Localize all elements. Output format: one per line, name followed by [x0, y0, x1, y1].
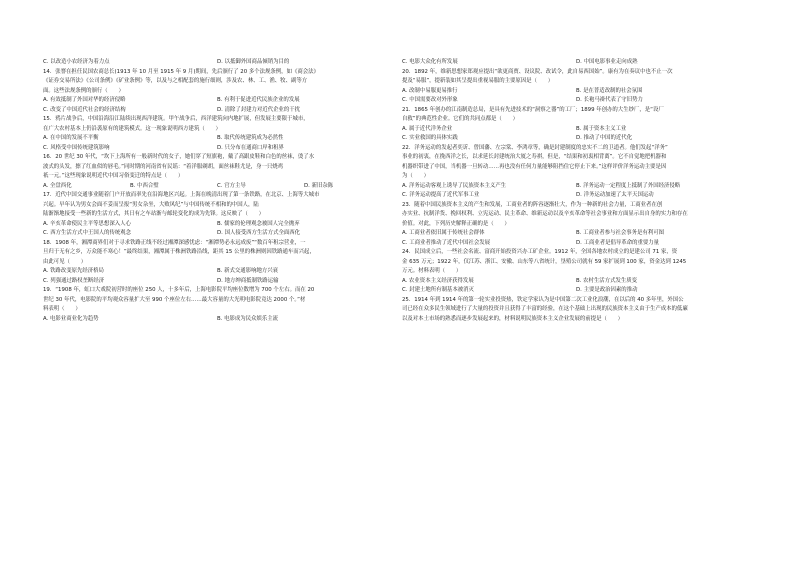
option-b: D. 工商业者是倡导革命的重要力量 [576, 239, 660, 246]
option-row [43, 96, 391, 106]
option-row [402, 239, 750, 249]
text-line: 金 635 万元；1922 年，仅江苏、浙江、安徽、山东等八省统计，垦殖公司就有 59 家扩展到 100 家，资金达到 1245 [402, 258, 687, 265]
text-line: 24．民国成立后，一些社会名流、富商开始投资兴办工矿企业。1912 年，全国各地农村成立的是建公司 71 家，资 [402, 249, 678, 255]
option-row [43, 315, 391, 325]
option-row [43, 277, 391, 287]
option-a: A. 改制中易服更易推行 [402, 87, 458, 94]
option-row [43, 220, 391, 230]
option-b: D. 国人接受西方生活方式全面西化 [217, 230, 301, 236]
option-b: D. 推动了中国的近代化 [576, 135, 633, 141]
option-b: B. 电影成为民众娱乐主流 [217, 315, 279, 322]
option-row [402, 182, 750, 192]
option-a: C. 洋务运动提高了近代军事工业 [402, 192, 480, 198]
left-column [43, 58, 391, 324]
text-line: 19．“1908 年，虹口大戏院初营时的座位 250 人，十多年后，上海电影院平均座位数增为 700 个左右。而在 20 [43, 287, 315, 293]
option-row [402, 277, 750, 287]
text-line: 以及对本土市场的熟悉而逐步发展起来的，材料说明民族资本主义企业发展的前提是（ ） [402, 315, 624, 322]
option-b: B. 洋务运动一定程度上抵制了外国经济侵略 [576, 182, 681, 189]
option-row [43, 134, 391, 144]
text-line: 办实业、抗制洋货、挽回权利、立宪运动、民主革命、维新运动以及辛亥革命等社会事业和方面显示出自身的实力和存在 [402, 211, 688, 217]
option-b: B. 工商业者参与社会事务是有利可图 [576, 230, 664, 236]
option-a: A. 有效抵制了外国对华的经济侵略 [43, 97, 126, 103]
option-a: A. 铁路改变原先经济格局 [43, 268, 104, 274]
option-row [402, 229, 750, 239]
option-b: B. 是在普适改制的社会氛围 [576, 87, 643, 94]
text-line: 兴起。早年认为男女会面不妥而呈报“男女杂坐，大败风纪”与中国传统不相和的中国人，陆 [43, 201, 259, 208]
option-row [43, 229, 391, 239]
text-line: 14．张謇在担任民国农商总长(1913 年 10 月至 1915 年 9 月)期间，先后颁行了 20 多个法规条例，如《商会法》 [43, 68, 319, 75]
text-line: 18．1908 年，湘潭商界们对于寻求铁路正线不经过湘潭深感忧虑：“湘潭势必永远成废”“数百年租宗营业，一 [43, 239, 306, 246]
text-line: 由此可见（ ） [43, 258, 87, 265]
option-b: D. 地方绅商抵制铁路运输 [217, 277, 279, 284]
right-column [402, 58, 750, 324]
option-a: C. 列强通过路权垄断经济 [43, 277, 105, 284]
option-b: D. 洋务运动加速了太平天国运动 [576, 192, 654, 198]
option-a: C. 中国需要改对外形象 [402, 97, 458, 103]
option-b: B. 属于资本主义工业 [576, 125, 627, 132]
text-line: 万元。材料表明（ ） [402, 268, 462, 274]
text-line: 20．1892 年，维新思想家郑观应提出“欲更商贾、设议院、改试令，此自易西国始”。康有为在奏议中也不止一次 [402, 68, 673, 75]
text-line: 为（ ） [402, 173, 429, 179]
option-b: D. 长袍马褂代表了守旧势力 [576, 97, 643, 103]
text-line: 事业的初衷，在挽西洋之长，以求延长封建统治大厦之寿祺，但是，“结果和初衷相背离”。它不自觉地把机器和 [402, 154, 667, 160]
option-a: A. 属于近代洋务企业 [402, 125, 453, 132]
option-row [402, 191, 750, 201]
option-a: A. 电影业商业化为趋势 [43, 315, 99, 322]
text-line: 波式的头发，擦了红血似的唇毛。”同时期的河南省有民谣：“着洋服剃胡，面丝袜鞋尤是，身一只烧鸡 [43, 163, 284, 170]
text-line: 22．洋务运动的发起者奕䜣、曾国藩、左宗棠、李鸿章等，确是封建制度的忠实不二的卫道者。他们发起“洋务” [402, 144, 668, 151]
option-row [43, 58, 391, 68]
text-line: 提及“易服”，提新装如其呈提出重视易服的主要原因是（ ） [402, 78, 554, 84]
option-b: B. 农村生活方式发生质变 [576, 277, 638, 284]
option-a: C. 电影大众化有所发展 [402, 59, 458, 65]
option-a: C. 以改造小农经济为着力点 [43, 59, 110, 65]
option-row [43, 106, 391, 116]
text-line: 旦归于无有之乡，万众能不寒心！”最终结果，湘潭属于株洲铁路沿线，距其 15 公里的株洲则因铁路通车而兴起， [43, 249, 315, 255]
text-line: 25．1914 年到 1914 年的第一轮实业投资热，铁定学家认为是中国第二次工业化浪潮，在以后的 40 多年里，外国公 [402, 296, 684, 303]
option-a: A. 在中国的发展不平衡 [43, 135, 99, 141]
option-row [402, 134, 750, 144]
text-line: 司已经在众多民生领域进行了大量的投资并且获得了丰富的经验，在这个基础上出现的民族资本主义由于生产成本的低廉 [402, 306, 688, 312]
text-line: 祇一元。”这些现象说明近代中国习俗变迁的特点是（ ） [43, 173, 184, 179]
option-row [43, 144, 391, 154]
text-line: 料表明（ ） [43, 306, 81, 312]
option-a: A. 工商业者依旧属于传统社会群体 [402, 230, 485, 236]
option-b: B. 取代传统建筑成为必然性 [217, 135, 284, 141]
option-b: D. 只分布在通商口岸和租界 [217, 144, 284, 151]
option-a: C. 西方生活方式中王国人的传统观念 [43, 230, 132, 236]
option-b: D. 中国电影事业走向成熟 [576, 59, 638, 65]
option-a: A. 全盘西化 [43, 182, 72, 189]
option-d: D. 新旧杂陈 [304, 182, 334, 189]
option-a: C. 改变了中国近代社会的经济结构 [43, 106, 126, 113]
text-line: 15．鸦片战争后，中国沿海沿江陆续出现西洋建筑。甲午战争后，西洋建筑向内地扩展，但发展主要限于城市， [43, 116, 309, 122]
option-row [402, 125, 750, 135]
option-b: B. 有利于促进近代民族企业的发展 [217, 97, 300, 103]
option-row [402, 96, 750, 106]
text-line: 17．近代中国交通事业随着门户开放而率先在沿海地区兴起。上海在晚清出现了第一条铁路，在北京、上海等大城市 [43, 192, 320, 198]
option-a: A. 辛亥革命使民主平等思想深入人心 [43, 220, 131, 227]
option-b: B. 中西合璧 [130, 182, 159, 189]
text-line: 16．20 世纪 30 年代，“坎下上海所有一般新时代的女子，她们穿了短旗袍，戴了高跟皮鞋和白色的丝袜，烫了水 [43, 154, 315, 160]
text-line: 23．随着中国民族资本主义的产生和发展，工商业者的阵容逐渐壮大，作为一种新的社会力量，工商业者在创 [402, 201, 663, 208]
text-line: 陆渐渐地接受一些新的生活方式，其日有之车站渐与邮轮变化的成为先锋。这反映了（ ） [43, 211, 265, 217]
option-a: A. 洋务运动客观上诱导了民族资本主义产生 [402, 182, 507, 189]
option-c: C. 官方主导 [217, 182, 246, 189]
option-a: C. 实业救国的具体实践 [402, 135, 458, 141]
text-line: 价值。对此，下列历史解释正确的是（ ） [402, 220, 510, 227]
option-row [43, 182, 391, 192]
option-b: B. 儒家的伦理观念被国人完全抛弃 [217, 220, 300, 227]
text-line: 《证券交易所法》《公司条例》《矿业条例》等，以及与之相配套的施行细则，涉及农、林、工、渔、牧、副等方 [43, 78, 308, 84]
text-line: 21．1865 年创办的江南制造总局，是具有先进技术的“洞察之器”的工厂；1899 年创办的大生纱厂，是“设厂 [402, 106, 664, 113]
option-b: D. 主要是政治因素的推动 [576, 287, 638, 293]
option-a: C. 封建土地所有制基本被消灭 [402, 287, 474, 293]
text-line: 世纪 30 年代，电影院的平均观众容量扩大至 990 个座位左右……最大容量的大光明电影院竟达 2000 个。”材 [43, 296, 306, 303]
option-row [402, 87, 750, 97]
option-a: A. 农业资本主义经济获得发展 [402, 277, 474, 284]
text-line: 机器织带进了中国，当机器一旦转动……再也没有任何力量能够阻挡住它停止下来。”这样评价洋务运动主要是因 [402, 163, 667, 170]
option-row [402, 58, 750, 68]
option-row [43, 267, 391, 277]
option-b: D. 清除了封建力对近代企业的干扰 [217, 106, 301, 113]
text-line: 面。这些法规条例的颁行（ ） [43, 87, 124, 94]
text-line: 自救”的典范性企业。它们的共同点都是（ ） [402, 116, 518, 122]
option-row [402, 286, 750, 296]
option-b: B. 新式交通影响地方兴衰 [217, 268, 279, 274]
option-b: D. 以抵御外国商品倾销为目的 [217, 59, 290, 65]
text-line: 在广大农村基本上仍沿袭原有的建筑模式。这一现象说明西方建筑（ ） [43, 125, 221, 132]
option-a: C. 风格受中国传统建筑影响 [43, 144, 110, 151]
option-a: C. 工商业者推动了近代中国社会发展 [402, 239, 491, 246]
